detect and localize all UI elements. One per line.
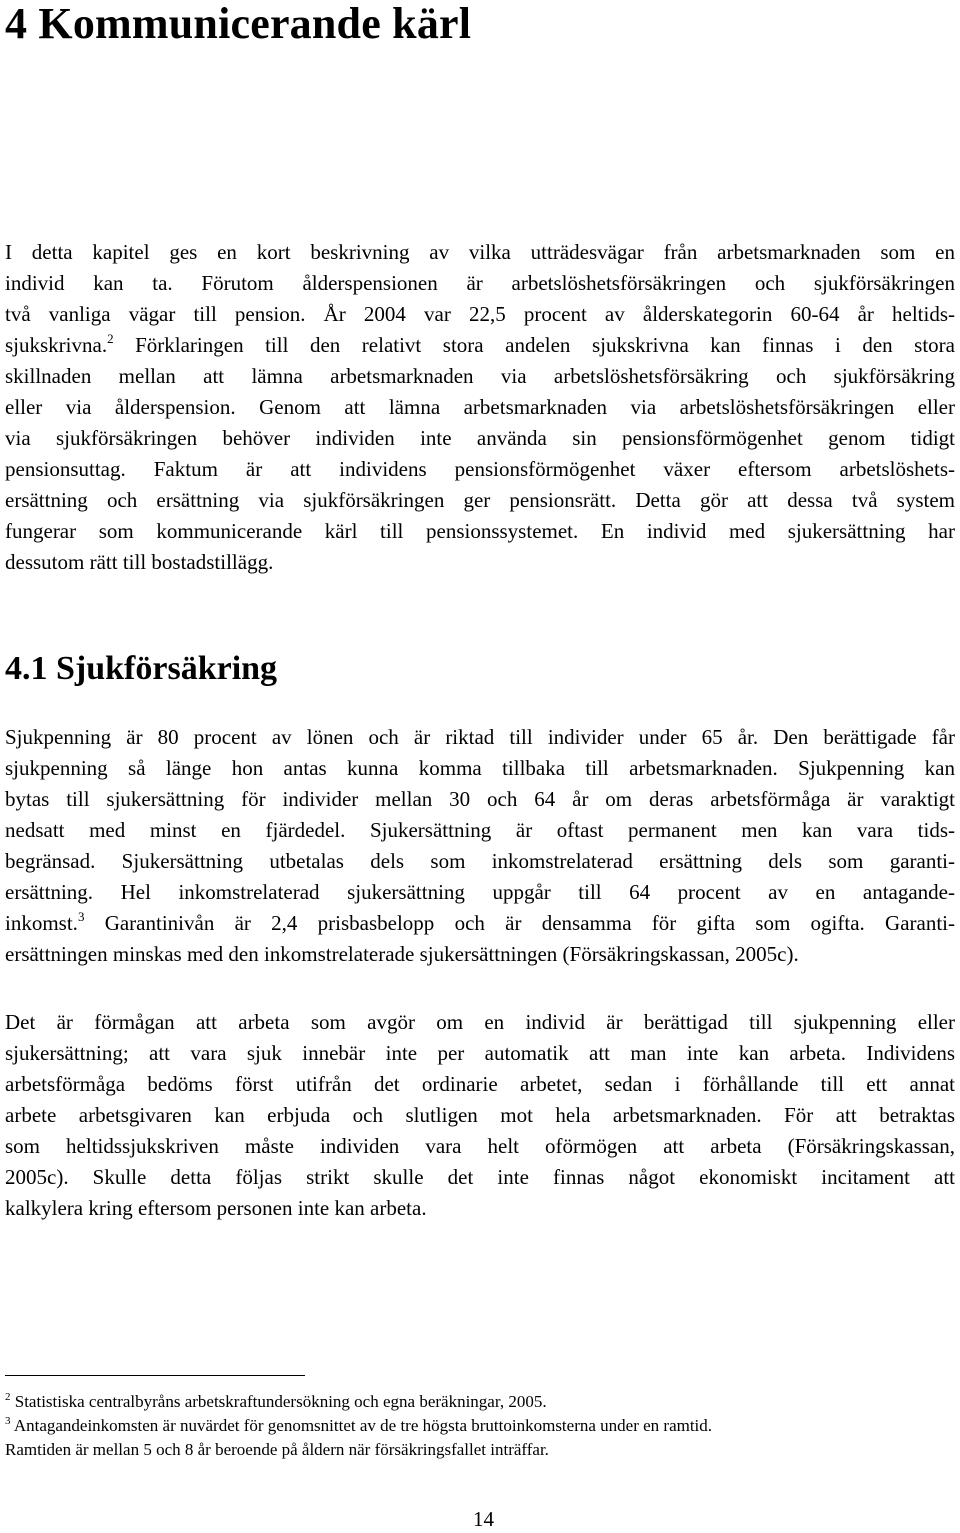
text-line: bytas till sjukersättning för individer mellan 30 och 64 år om deras arbetsförmåga är varaktigt <box>5 787 955 811</box>
footnotes <box>5 1390 955 1462</box>
text-line: sjukpenning så länge hon antas kunna komma tillbaka till arbetsmarknaden. Sjukpenning kan <box>5 756 955 780</box>
text-line: ersättningen minskas med den inkomstrelaterade sjukersättningen (Försäkringskassan, 2005c). <box>5 942 799 966</box>
text-line: Det är förmågan att arbeta som avgör om en individ är berättigad till sjukpenning eller <box>5 1010 955 1034</box>
text-line: två vanliga vägar till pension. År 2004 var 22,5 procent av ålderskategorin 60-64 år heltids- <box>5 302 955 326</box>
text-line: arbetsförmåga bedöms först utifrån det ordinarie arbetet, sedan i förhållande till ett annat <box>5 1072 955 1096</box>
text-line: ersättning. Hel inkomstrelaterad sjukersättning uppgår till 64 procent av en antagande- <box>5 880 955 904</box>
text-line: Sjukpenning är 80 procent av lönen och är riktad till individer under 65 år. Den berättigade får <box>5 725 955 749</box>
text-line: inkomst.$^3$ Garantinivån är 2,4 prisbasbelopp och är densamma för gifta som ogifta. Garanti- <box>5 909 955 935</box>
text-line: sjukersättning; att vara sjuk innebär inte per automatik att man inte kan arbeta. Individens <box>5 1041 955 1065</box>
footnote-ref[interactable]: 2 <box>107 331 114 346</box>
text-line: dessutom rätt till bostadstillägg. <box>5 550 274 574</box>
text-line: eller via ålderspension. Genom att lämna arbetsmarknaden via arbetslöshetsförsäkringen eller <box>5 395 955 419</box>
text-line: 2005c). Skulle detta följas strikt skulle det inte finnas något ekonomiskt incitament att <box>5 1165 955 1189</box>
text-line: arbete arbetsgivaren kan erbjuda och slutligen mot hela arbetsmarknaden. För att betraktas <box>5 1103 955 1127</box>
footnote-continuation: Ramtiden är mellan 5 och 8 år beroende på åldern när försäkringsfallet inträffar. <box>5 1440 549 1459</box>
text-line: via sjukförsäkringen behöver individen inte använda sin pensionsförmögenhet genom tidigt <box>5 426 955 450</box>
text-line: nedsatt med minst en fjärdedel. Sjukersättning är oftast permanent men kan vara tids- <box>5 818 955 842</box>
text-line: begränsad. Sjukersättning utbetalas dels som inkomstrelaterad ersättning dels som garanti- <box>5 849 955 873</box>
text-line: ersättning och ersättning via sjukförsäkringen ger pensionsrätt. Detta gör att dessa två system <box>5 488 955 512</box>
section-paragraph-1 <box>5 722 955 970</box>
text-line: pensionsuttag. Faktum är att individens pensionsförmögenhet växer eftersom arbetslöshets- <box>5 457 955 481</box>
text-line: kalkylera kring eftersom personen inte kan arbeta. <box>5 1196 427 1220</box>
footnote: $^3$ Antagandeinkomsten är nuvärdet för genomsnittet av de tre högsta bruttoinkomsterna under en ramtid. <box>5 1415 713 1435</box>
text-line: fungerar som kommunicerande kärl till pensionssystemet. En individ med sjukersättning har <box>5 519 955 543</box>
section-paragraph-2 <box>5 1007 955 1224</box>
text-line: sjukskrivna.$^2$ Förklaringen till den relativt stora andelen sjukskrivna kan finnas i den stora <box>5 331 955 357</box>
text-line: som heltidssjukskriven måste individen vara helt oförmögen att arbeta (Försäkringskassan, <box>5 1134 955 1158</box>
footnote: $^2$ Statistiska centralbyråns arbetskraftundersökning och egna beräkningar, 2005. <box>5 1391 547 1411</box>
section-heading: 4.1 Sjukförsäkring <box>5 650 278 687</box>
footnote-ref[interactable]: 3 <box>77 909 85 924</box>
footnote-divider <box>5 1375 305 1376</box>
intro-paragraph <box>5 237 955 578</box>
page-number: 14 <box>473 1507 494 1531</box>
text-line: I detta kapitel ges en kort beskrivning av vilka utträdesvägar från arbetsmarknaden som en <box>5 240 955 264</box>
text-line: individ kan ta. Förutom ålderspensionen är arbetslöshetsförsäkringen och sjukförsäkringen <box>5 271 955 295</box>
text-line: skillnaden mellan att lämna arbetsmarknaden via arbetslöshetsförsäkring och sjukförsäkring <box>5 364 955 388</box>
chapter-heading: 4 Kommunicerande kärl <box>5 0 472 48</box>
